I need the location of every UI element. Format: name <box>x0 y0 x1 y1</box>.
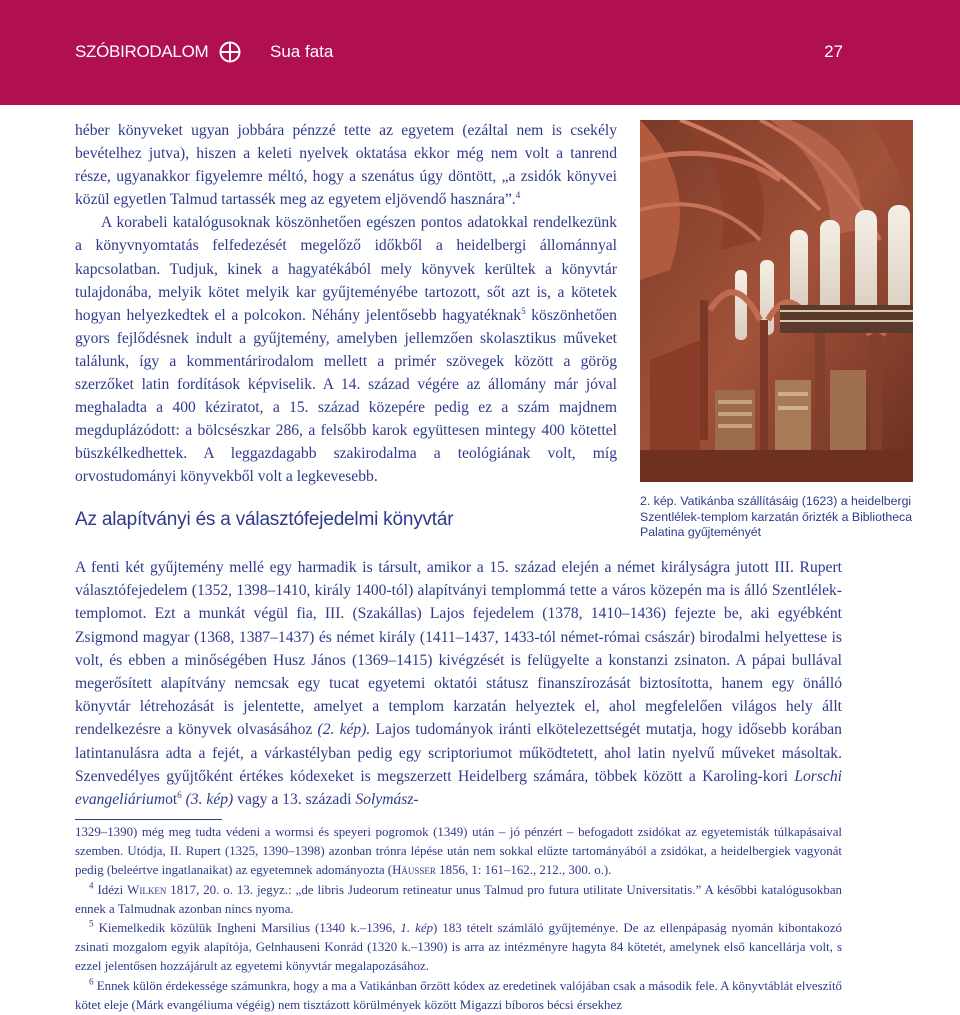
footnote-text: Kiemelkedik közülük Ingheni Marsilius (1340 k.–1396, <box>98 921 401 936</box>
church-gallery-photo <box>640 120 913 482</box>
footnote-text: 1817, 20. o. 13. jegyz.: „de libris Judeorum retineatur unus Talmud pro futura utilitate Universitatis.” A későbbi katalógusokban ennek a Talmudnak azonban nincs nyoma. <box>75 882 842 916</box>
footnote-4 <box>75 881 842 919</box>
footnote-number: 5 <box>89 918 94 929</box>
footnote-text: 1329–1390) még meg tudta védeni a wormsi és speyeri pogromok (1349) után – jó pénzért – befogadott zsidókat az egyetemisták túlkapásaival szemben. Utódja, II. Rupert (1325, 1390–1398) azonban trónra lépése után nem sokkal elűzte tartományából a zsidókat, a heidelbergiek vagyonát pedig (beleértve ingatlanaikat) az egyetemnek adományozta ( <box>75 825 842 878</box>
paragraph <box>75 119 617 211</box>
book-title: Solymász- <box>355 791 419 809</box>
paragraph <box>75 211 617 488</box>
paragraph-text: vagy a 13. századi <box>233 791 356 809</box>
footnote-6 <box>75 977 842 1015</box>
footnote-number: 6 <box>89 976 94 987</box>
figure-ref: (3. kép) <box>181 791 234 809</box>
section-heading: Az alapítványi és a választófejedelmi könyvtár <box>75 509 454 530</box>
paragraph-text: héber könyveket ugyan jobbára pénzzé tette az egyetem (ezáltal nem is csekély bevételhez jutva), hiszen a keleti nyelvek oktatása ekkor még nem volt a tanrend része, ugyanakkor figyelemre méltó, hogy a szenátus úgy döntött, „a zsidók könyvei közül egyetlen Talmud tartassék meg az egyetem eljövendő hasznára”. <box>75 122 617 209</box>
footnote-text: ) 183 tételt számláló gyűjteménye. De az ellenpápaság nyomán kibontakozó zsinati mozgalom egyik alapítója, Gelnhauseni Konrád (1320 k.–1390) is arra az intézményre hagyta 84 kötetét, amelynek első kancellárja volt, s ezzel jelentősen hozzájárult az egyetemi könyvtár megalapozásához. <box>75 921 842 974</box>
footnote-continued <box>75 823 842 881</box>
footnotes <box>75 823 842 1015</box>
footnote-text: Idézi <box>97 882 128 897</box>
author-name: Häusser <box>392 863 436 878</box>
paragraph-text: Lajos tudományok iránti elkötelezettségét mutatja, hogy idősebb korában latintanulásra adta a fejét, a várkastélyban pedig egy scriptoriumot működtetett, ahol latin nyelvű műveket másoltak. Szenvedélyes gyűjtőként értékes kódexeket is megszerzett Heidelberg számára, többek között a Karoling-kori <box>75 721 842 785</box>
footnote-ref: 5 <box>521 305 526 316</box>
page-header <box>0 0 960 105</box>
paragraph-text: ot <box>165 791 178 809</box>
paragraph-text: köszönhetően gyors fejlődésnek indult a gyűjtemény, amelyben jellemzően skolasztikus műveket találunk, így a kommentárirodalom mellett a primér szövegek között a görög szerzőket latin fordítások képviselik. A 14. század végére az állomány már jóval meghaladta a 400 kéziratot, a 15. század közepére pedig ez a szám majdnem megduplázódott: a bölcsészkar 286, a felsőbb karok együttesen mintegy 400 kötettel büszkélkedhettek. A leggazdagabb szakirodalma a teológiának volt, míg orvostudományi könyvekből volt a legkevesebb. <box>75 306 617 486</box>
page-number: 27 <box>824 42 843 61</box>
figure-ref: (2. kép). <box>317 721 371 739</box>
footnote-divider <box>75 819 222 820</box>
running-head-title: Sua fata <box>270 42 334 61</box>
footnote-text: 1856, 1: 161–162., 212., 300. o.). <box>435 863 612 878</box>
paragraph <box>75 556 842 811</box>
footnote-ref: 6 <box>177 789 182 800</box>
footnote-text: Ennek külön érdekessége számunkra, hogy a ma a Vatikánban őrzött kódex az eredetinek valójában csak a második fele. A könyvtáblát elveszítő kötet eleje (Márk evangéliuma végéig) nem tisztázott körülmények között Migazzi bíboros bécsi érsekhez <box>75 978 842 1012</box>
paragraph-text: A fenti két gyűjtemény mellé egy harmadik is társult, amikor a 15. század elején a német királyságra jutott III. Rupert választófejedelem (1352, 1398–1410, király 1400-tól) alapítványi templommá tette a város közepén ma is álló Szentlélek-templomot. Ezt a munkát végül fia, III. (Szakállas) Lajos fejedelem (1378, 1410–1436) fejezte be, aki egyébként Zsigmond magyar (1368, 1387–1437) és német király (1411–1437, 1433-tól német-római császár) birodalmi helyettese is volt, és ebben a minőségében Husz János (1369–1415) kivégzését is felügyelte a konstanzi zsinaton. A pápai bullával megerősített alapítvány nemcsak egy tucat egyetemi oktatói státusz finanszírozását biztosította, hanem egy önálló könyvtár létrehozását is jelentette, amelyet a templom karzatán helyeztek el, ahol megfelelően világos hely állt rendelkezésre a könyvek olvasásához <box>75 559 842 739</box>
section-body <box>75 556 842 811</box>
footnote-number: 4 <box>89 880 94 891</box>
author-name: Wilken <box>127 882 167 897</box>
figure-ref: 1. kép <box>400 921 434 936</box>
figure-caption: 2. kép. Vatikánba szállításáig (1623) a heidelbergi Szentlélek-templom karzatán őrizték a Bibliotheca Palatina gyűjteményét <box>640 494 913 539</box>
paragraph-text: A korabeli katalógusoknak köszönhetően egészen pontos adatokkal rendelkezünk a könyvnyomtatás felfedezését megelőző időkből a heidelbergi állománnyal kapcsolatban. Tudjuk, kinek a hagyatékából mely könyvek kerültek a könyvtár tulajdonába, melyik kötet melyik kar gyűjteményébe tartozott, sőt azt is, a kötetek hogyan helyezkedtek el a polcokon. Néhány jelentősebb hagyatéknak <box>75 214 617 324</box>
footnote-5 <box>75 919 842 977</box>
cross-circle-icon <box>219 41 241 63</box>
intro-column <box>75 119 617 489</box>
church-gallery-image <box>640 120 913 482</box>
footnote-ref: 4 <box>515 190 521 201</box>
running-head-section: SZÓBIRODALOM <box>75 42 209 61</box>
book-title: Lorschi evangeliárium <box>75 767 842 809</box>
